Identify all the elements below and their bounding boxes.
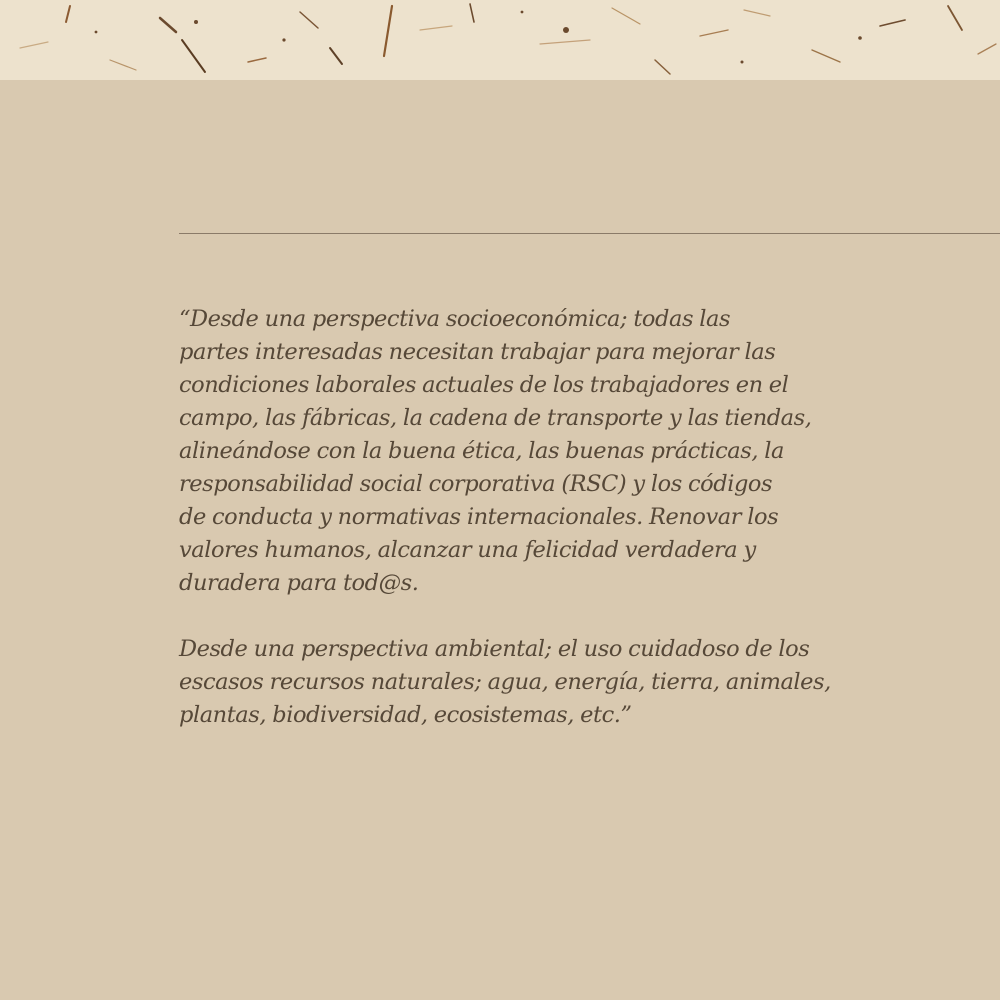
quote-paragraph-environmental: Desde una perspectiva ambiental; el uso cuidadoso de los escasos recursos naturales; agua, energía, tierra, animales, plantas, biodiversidad, ecosistemas, etc.” [179,636,831,728]
quote-paragraph-socioeconomic: “Desde una perspectiva socioeconómica; todas las partes interesadas necesitan trabajar para mejorar las condiciones laborales actuales de los trabajadores en el campo, las fábricas, la cadena de transporte y las tiendas, alineándose con la buena ética, las buenas prácticas, la responsabilidad social corporativa (RSC) y los códigos de conducta y normativas internacionales. Renovar los valores humanos, alcanzar una felicidad verdadera y duradera para tod@s. [179,306,812,596]
paper-fiber-pattern [0,0,1000,80]
horizontal-divider [179,233,1000,234]
recycled-paper-texture [0,0,1000,80]
quote-block [179,303,969,732]
